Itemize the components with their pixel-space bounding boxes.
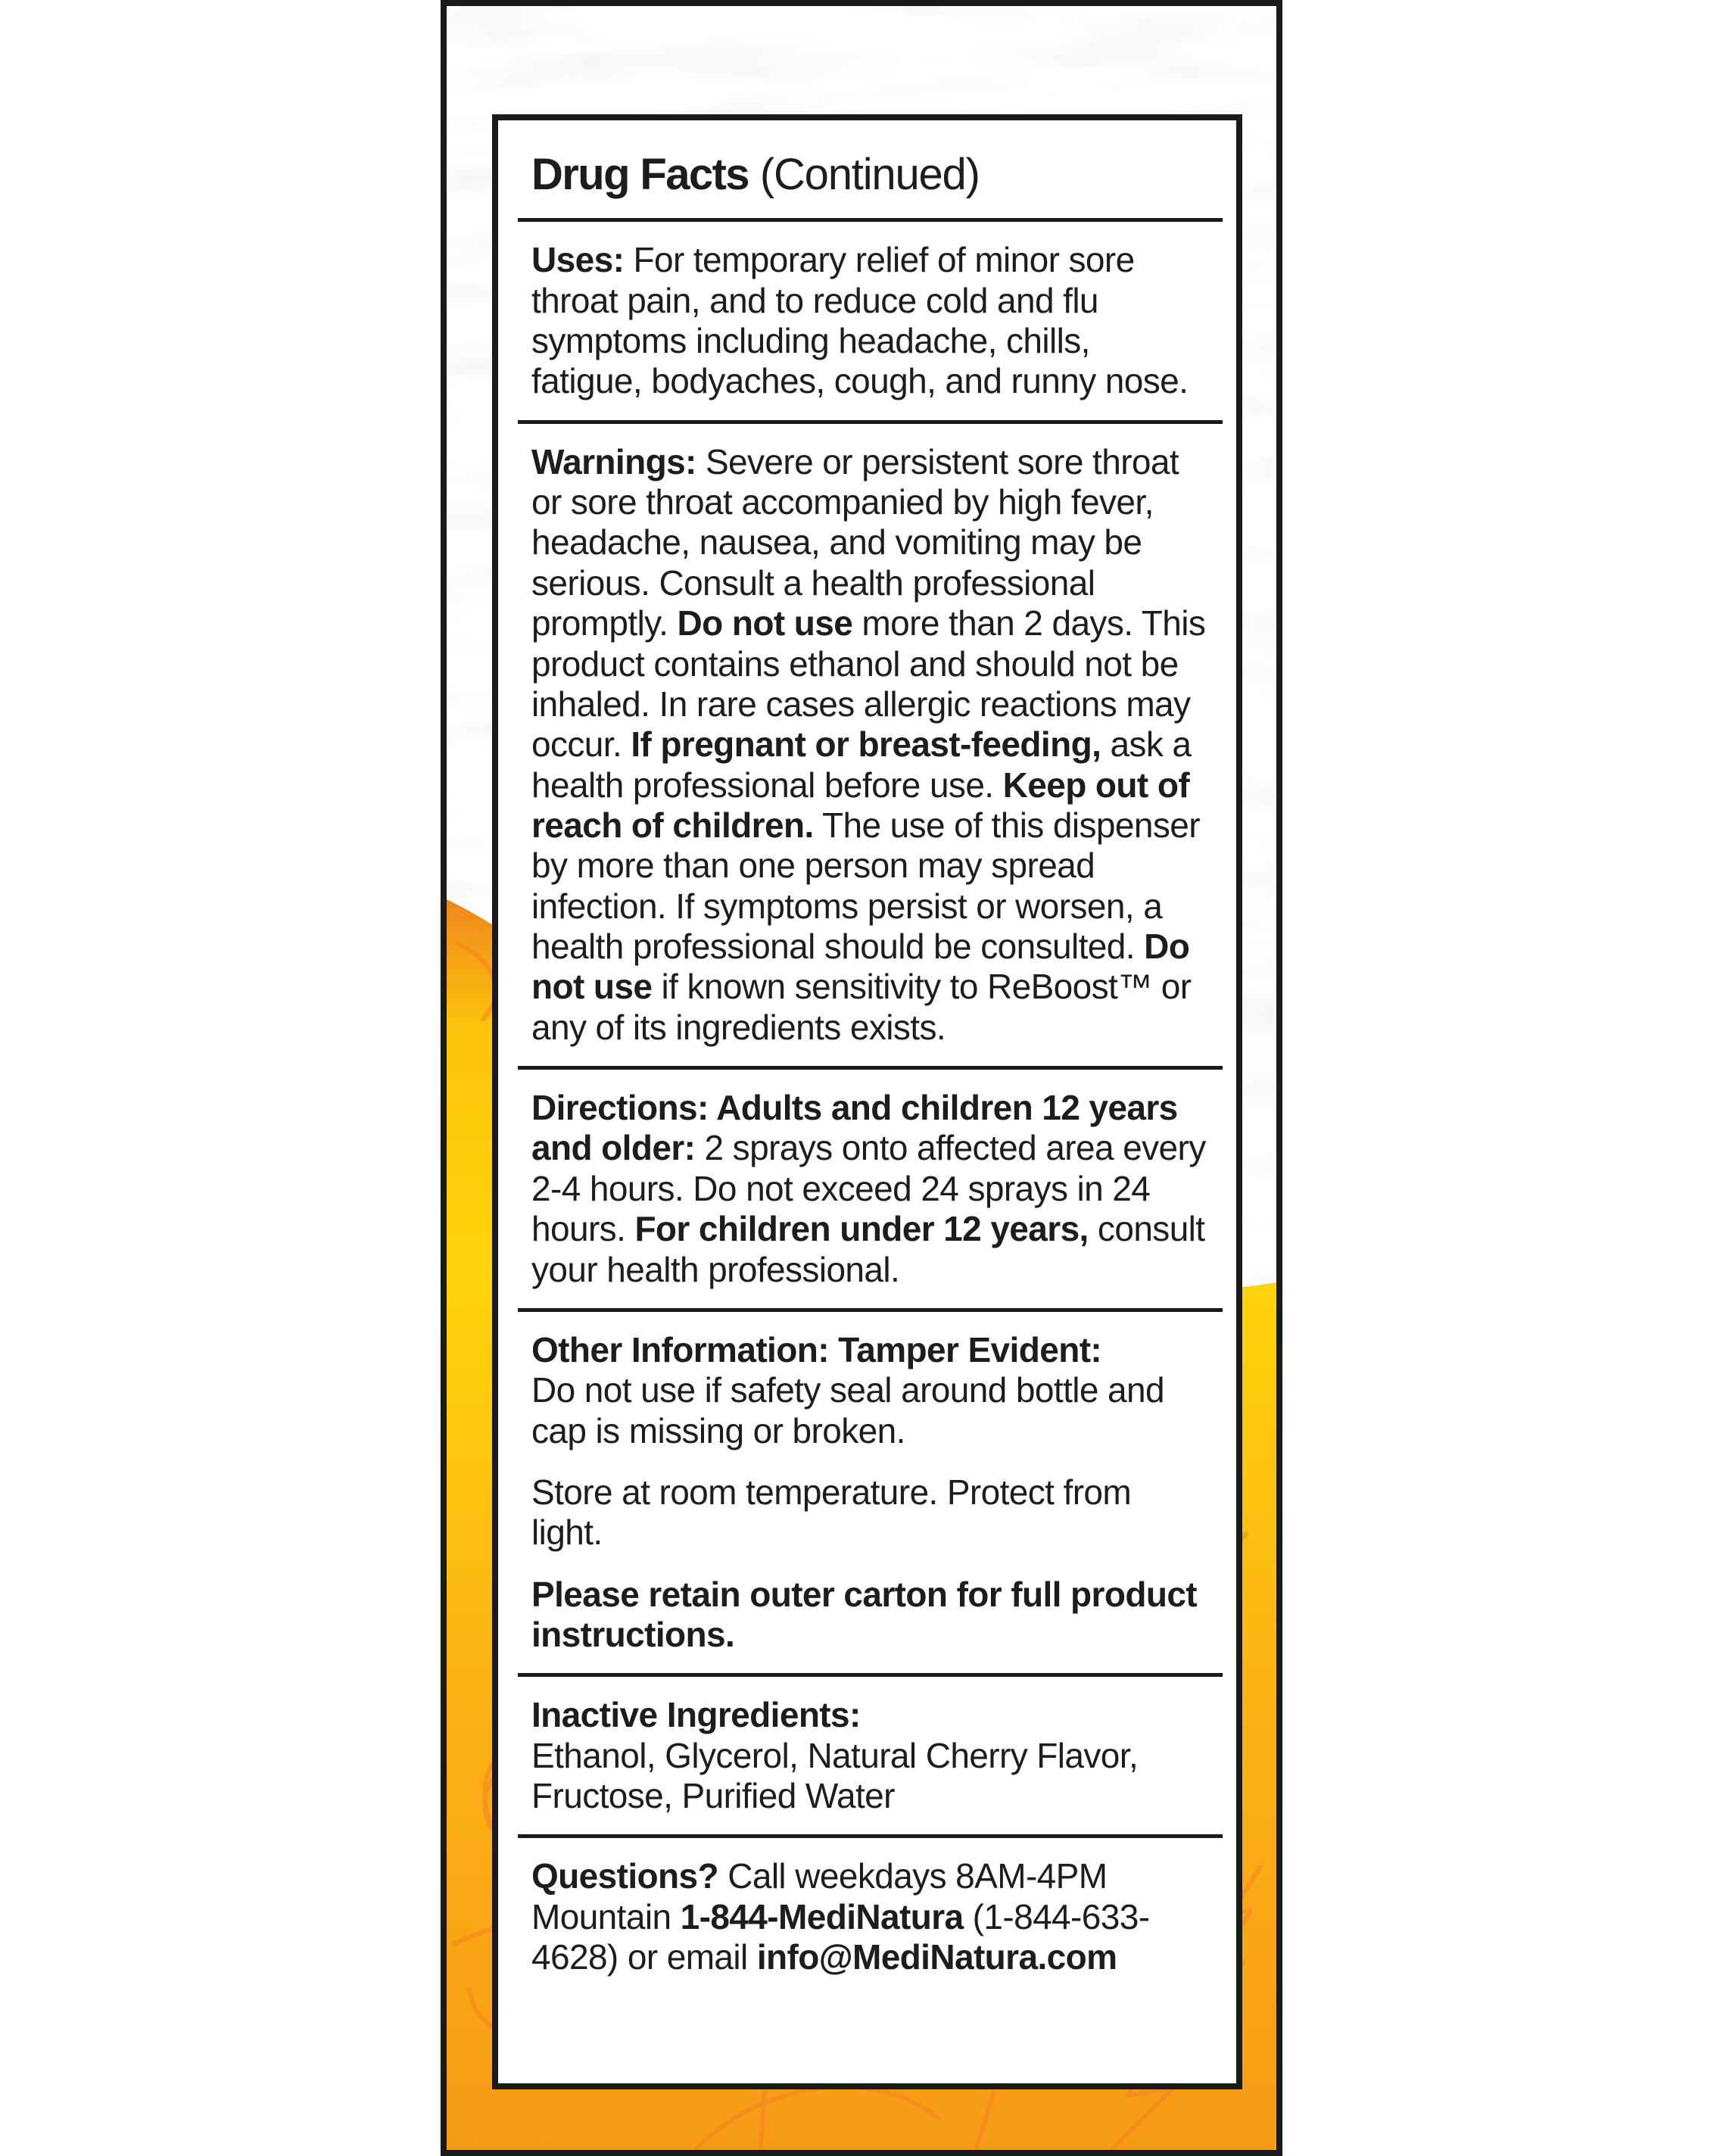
drug-facts-title: [531, 149, 1206, 200]
section-questions: [531, 1856, 1206, 1977]
carton-back-panel: [441, 0, 1282, 2156]
title-divider: [518, 218, 1223, 222]
drug-facts-title-bold: Drug Facts: [531, 150, 749, 199]
uses-paragraph: Uses: For temporary relief of minor sore throat pain, and to reduce cold and flu symptoms including headache, chills, fatigue, bodyaches, cough, and runny nose.: [531, 240, 1189, 401]
drug-facts-sections: [531, 240, 1206, 1977]
drug-facts-title-continued: (Continued): [748, 150, 980, 199]
inactive-ingredients-paragraph: Inactive Ingredients: Ethanol, Glycerol, Natural Cherry Flavor, Fructose, Purified Water: [531, 1695, 1139, 1816]
section-inactive-ingredients: [531, 1695, 1206, 1816]
drug-facts-content: [498, 120, 1236, 1978]
section-uses: [531, 240, 1206, 401]
section-divider: [518, 1308, 1223, 1312]
section-divider: [518, 1673, 1223, 1677]
other-information-paragraph: Other Information: Tamper Evident: Do not use if safety seal around bottle and cap is missing or broken.: [531, 1329, 1164, 1450]
section-divider: [518, 420, 1223, 424]
section-other-information: [531, 1330, 1206, 1656]
section-divider: [518, 1834, 1223, 1838]
warnings-paragraph: Warnings: Severe or persistent sore throat or sore throat accompanied by high fever, headache, nausea, and vomiting may be serious. Consult a health professional promptly. Do not use more than 2 days. This product contains ethanol and should not be inhaled. In rare cases allergic reactions may occur. If pregnant or breast-feeding, ask a health professional before use. Keep out of reach of children. The use of this dispenser by more than one person may spread infection. If symptoms persist or worsen, a health professional should be consulted. Do not use if known sensitivity to ReBoost™ or any of its ingredients exists.: [531, 441, 1206, 1047]
other-information-paragraph: Store at room temperature. Protect from light.: [531, 1472, 1132, 1553]
section-directions: [531, 1088, 1206, 1290]
other-information-paragraph: Please retain outer carton for full product instructions.: [531, 1574, 1198, 1655]
questions-paragraph: Questions? Call weekdays 8AM-4PM Mountain 1-844-MediNatura (1-844-633-4628) or email info@MediNatura.com: [531, 1856, 1150, 1977]
section-divider: [518, 1066, 1223, 1070]
section-warnings: [531, 442, 1206, 1048]
directions-paragraph: Directions: Adults and children 12 years and older: 2 sprays onto affected area every 2-4 hours. Do not exceed 24 sprays in 24 hours. For children under 12 years, consult your health professional.: [531, 1088, 1206, 1289]
drug-facts-box: [492, 114, 1242, 2089]
